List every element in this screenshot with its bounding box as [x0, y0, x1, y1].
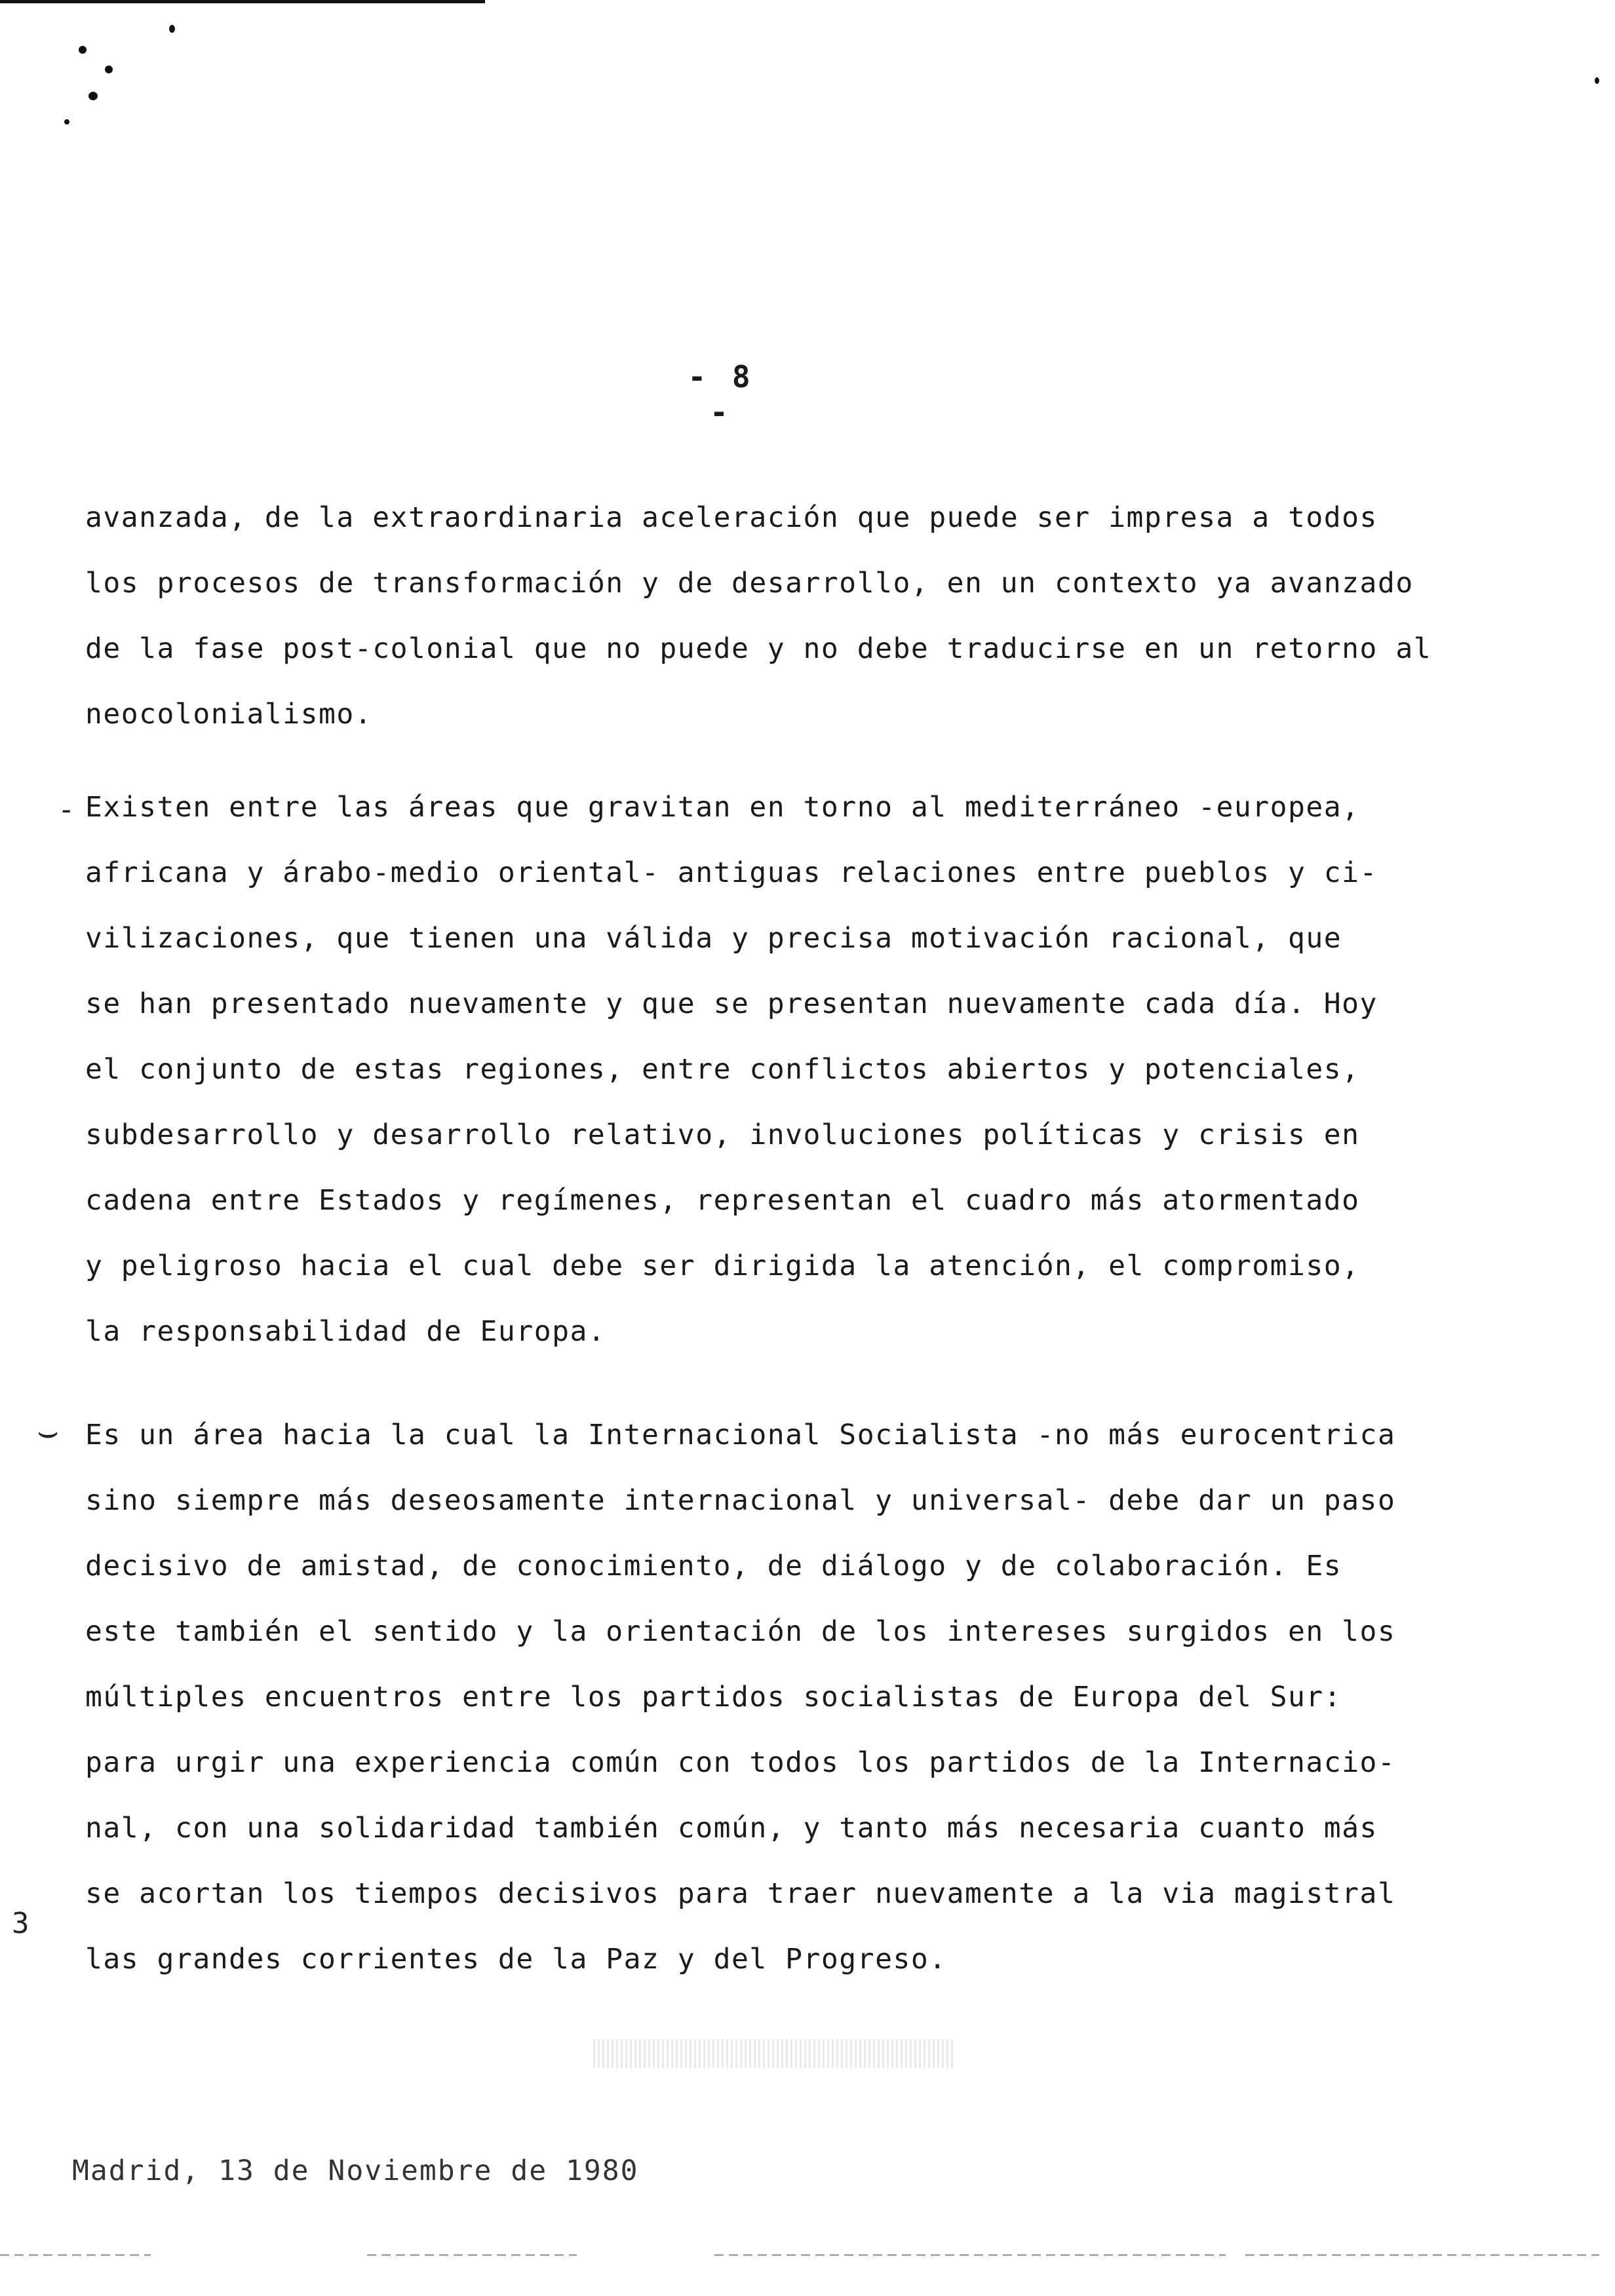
text-line: para urgir una experiencia común con todos los partidos de la Internacio-: [85, 1746, 1396, 1779]
scan-speck: [88, 92, 98, 100]
bottom-scan-rule: [714, 2254, 1226, 2256]
paragraph-margin-mark: -: [58, 793, 75, 826]
text-line: el conjunto de estas regiones, entre conflictos abiertos y potenciales,: [85, 1053, 1360, 1086]
text-line: africana y árabo-medio oriental- antiguas relaciones entre pueblos y ci-: [85, 856, 1378, 889]
top-scan-rule: [0, 0, 485, 3]
page-number: - 8 -: [688, 359, 754, 430]
side-margin-mark: 3: [12, 1907, 29, 1940]
scan-speck: [79, 46, 87, 54]
scan-speck: [169, 25, 175, 33]
text-line: y peligroso hacia el cual debe ser dirigida la atención, el compromiso,: [85, 1250, 1360, 1282]
text-line: neocolonialismo.: [85, 698, 373, 731]
faded-text-band: [593, 2039, 954, 2068]
text-line: nal, con una solidaridad también común, y tanto más necesaria cuanto más: [85, 1812, 1378, 1845]
bottom-scan-rule: [0, 2254, 151, 2256]
text-line: subdesarrollo y desarrollo relativo, involuciones políticas y crisis en: [85, 1119, 1360, 1151]
paragraph-margin-mark: ⌣: [37, 1412, 60, 1451]
text-line: Existen entre las áreas que gravitan en torno al mediterráneo -europea,: [85, 791, 1360, 824]
text-line: avanzada, de la extraordinaria aceleración que puede ser impresa a todos: [85, 501, 1378, 534]
text-line: múltiples encuentros entre los partidos socialistas de Europa del Sur:: [85, 1681, 1342, 1713]
text-line: las grandes corrientes de la Paz y del Progreso.: [85, 1943, 947, 1976]
text-line: cadena entre Estados y regímenes, representan el cuadro más atormentado: [85, 1184, 1360, 1217]
paragraph-2: [85, 775, 1593, 1364]
text-line: vilizaciones, que tienen una válida y precisa motivación racional, que: [85, 922, 1342, 955]
text-line: la responsabilidad de Europa.: [85, 1315, 606, 1348]
bottom-scan-rule: [1245, 2254, 1599, 2256]
text-line: decisivo de amistad, de conocimiento, de diálogo y de colaboración. Es: [85, 1550, 1342, 1582]
text-line: este también el sentido y la orientación de los intereses surgidos en los: [85, 1615, 1396, 1648]
text-line: Es un área hacia la cual la Internacional Socialista -no más eurocentrica: [85, 1419, 1396, 1451]
paragraph-3: [85, 1402, 1593, 1992]
scan-speck: [105, 66, 113, 73]
text-line: los procesos de transformación y de desarrollo, en un contexto ya avanzado: [85, 567, 1414, 600]
text-line: sino siempre más deseosamente internacional y universal- debe dar un paso: [85, 1484, 1396, 1517]
date-line: Madrid, 13 de Noviembre de 1980: [72, 2154, 639, 2187]
text-line: se acortan los tiempos decisivos para traer nuevamente a la via magistral: [85, 1877, 1396, 1910]
text-line: de la fase post-colonial que no puede y no debe traducirse en un retorno al: [85, 632, 1432, 665]
scan-speck: [64, 119, 69, 124]
bottom-scan-rule: [367, 2254, 577, 2256]
paragraph-1: [85, 485, 1593, 747]
text-line: se han presentado nuevamente y que se presentan nuevamente cada día. Hoy: [85, 987, 1378, 1020]
scan-speck: [1595, 77, 1599, 84]
